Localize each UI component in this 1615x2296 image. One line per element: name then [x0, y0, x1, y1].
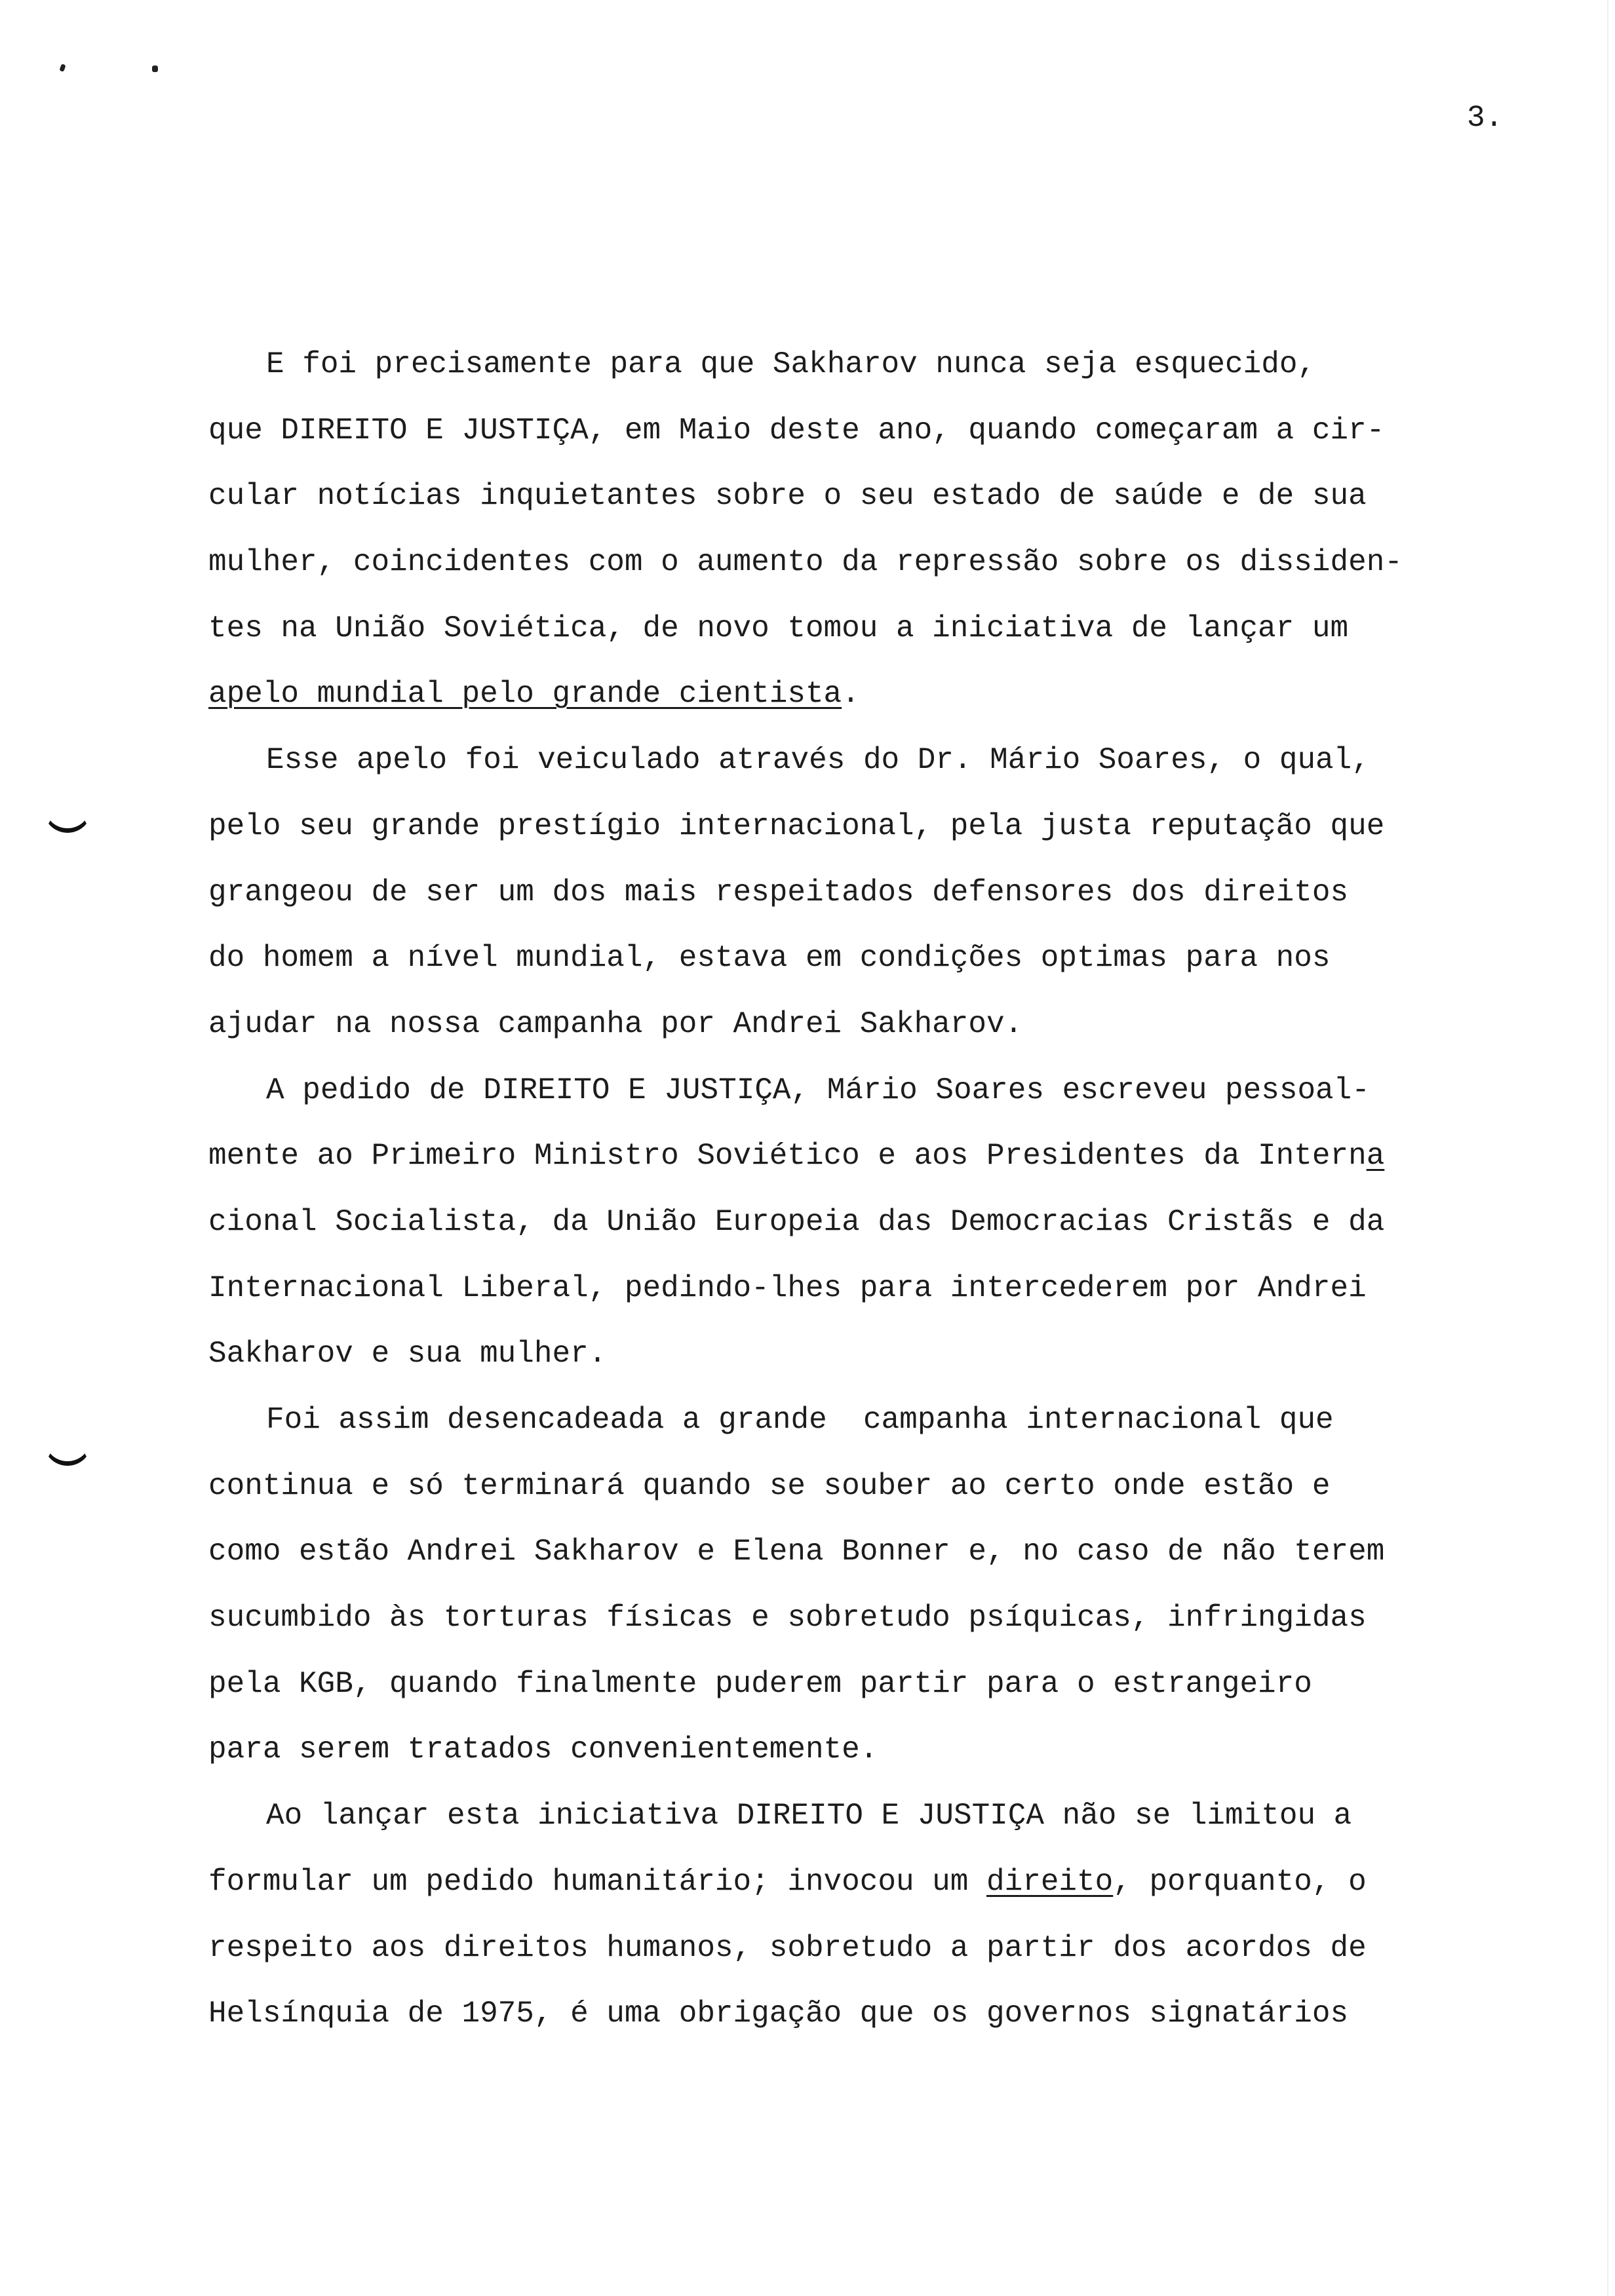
text-line — [208, 1123, 1526, 1189]
margin-mark — [43, 1439, 92, 1466]
text-segment: pelo seu grande prestígio internacional, pela justa reputação que — [208, 809, 1385, 843]
text-segment: mente ao Primeiro Ministro Soviético e aos Presidentes da Intern — [208, 1139, 1367, 1174]
underlined-text: apelo mundial pelo grande cientista — [208, 677, 842, 712]
text-segment: tes na União Soviética, de novo tomou a iniciativa de lançar um — [208, 611, 1349, 645]
text-segment: Esse apelo foi veiculado através do Dr. Mário Soares, o qual, — [266, 743, 1370, 778]
text-segment: sucumbido às torturas físicas e sobretudo psíquicas, infringidas — [208, 1601, 1367, 1636]
text-segment: grangeou de ser um dos mais respeitados defensores dos direitos — [208, 875, 1349, 909]
underlined-text: direito — [986, 1864, 1114, 1899]
text-segment: respeito aos direitos humanos, sobretudo a partir dos acordos de — [208, 1930, 1367, 1965]
text-line — [208, 1651, 1526, 1717]
text-line — [208, 1387, 1526, 1453]
scan-speck — [152, 66, 158, 72]
text-segment: do homem a nível mundial, estava em condições optimas para nos — [208, 941, 1331, 976]
text-segment: como estão Andrei Sakharov e Elena Bonner e, no caso de não terem — [208, 1535, 1385, 1569]
text-line — [208, 1717, 1526, 1783]
text-line — [208, 463, 1526, 529]
text-line — [208, 1915, 1526, 1981]
text-segment: Ao lançar esta iniciativa DIREITO E JUSTIÇA não se limitou a — [266, 1799, 1352, 1833]
text-segment: Internacional Liberal, pedindo-lhes para intercederem por Andrei — [208, 1271, 1367, 1305]
text-line — [208, 1453, 1526, 1520]
text-segment: pela KGB, quando finalmente puderem partir para o estrangeiro — [208, 1666, 1312, 1701]
text-segment: formular um pedido humanitário; invocou um — [208, 1864, 986, 1899]
text-line — [208, 925, 1526, 991]
text-line — [208, 860, 1526, 926]
text-segment: cular notícias inquietantes sobre o seu estado de saúde e de sua — [208, 479, 1367, 514]
text-segment: ajudar na nossa campanha por Andrei Sakharov. — [208, 1006, 1023, 1041]
text-segment: , porquanto, o — [1113, 1864, 1367, 1899]
text-line — [208, 1519, 1526, 1585]
text-segment: Sakharov e sua mulher. — [208, 1337, 607, 1371]
text-line — [208, 1189, 1526, 1255]
text-line — [208, 1849, 1526, 1915]
text-line — [208, 1783, 1526, 1849]
text-line — [208, 332, 1526, 398]
text-segment: A pedido de DIREITO E JUSTIÇA, Mário Soares escreveu pessoal- — [266, 1073, 1370, 1107]
document-body — [208, 332, 1526, 2047]
text-line — [208, 1585, 1526, 1651]
text-line — [208, 1981, 1526, 2047]
text-segment: que DIREITO E JUSTIÇA, em Maio deste ano, quando começaram a cir- — [208, 413, 1385, 448]
text-line — [208, 727, 1526, 794]
page-number: 3. — [1467, 101, 1504, 135]
text-segment: Helsínquia de 1975, é uma obrigação que os governos signatários — [208, 1997, 1349, 2031]
text-line — [208, 661, 1526, 727]
scan-speck — [59, 64, 66, 72]
text-line — [208, 1321, 1526, 1387]
text-segment: para serem tratados convenientemente. — [208, 1732, 878, 1767]
text-segment: mulher, coincidentes com o aumento da repressão sobre os dissiden- — [208, 545, 1403, 580]
text-segment: cional Socialista, da União Europeia das Democracias Cristãs e da — [208, 1204, 1385, 1239]
text-line — [208, 398, 1526, 464]
text-line — [208, 991, 1526, 1058]
text-segment: . — [842, 677, 860, 712]
text-line — [208, 596, 1526, 662]
text-line — [208, 529, 1526, 596]
text-line — [208, 1058, 1526, 1124]
underlined-text: a — [1366, 1139, 1385, 1174]
margin-mark — [43, 806, 92, 833]
page-edge-line — [1607, 0, 1608, 2296]
text-segment: continua e só terminará quando se souber ao certo onde estão e — [208, 1468, 1331, 1503]
text-line — [208, 1255, 1526, 1322]
text-line — [208, 794, 1526, 860]
text-segment: Foi assim desencadeada a grande campanha internacional que — [266, 1403, 1334, 1437]
text-segment: E foi precisamente para que Sakharov nunca seja esquecido, — [266, 347, 1316, 381]
